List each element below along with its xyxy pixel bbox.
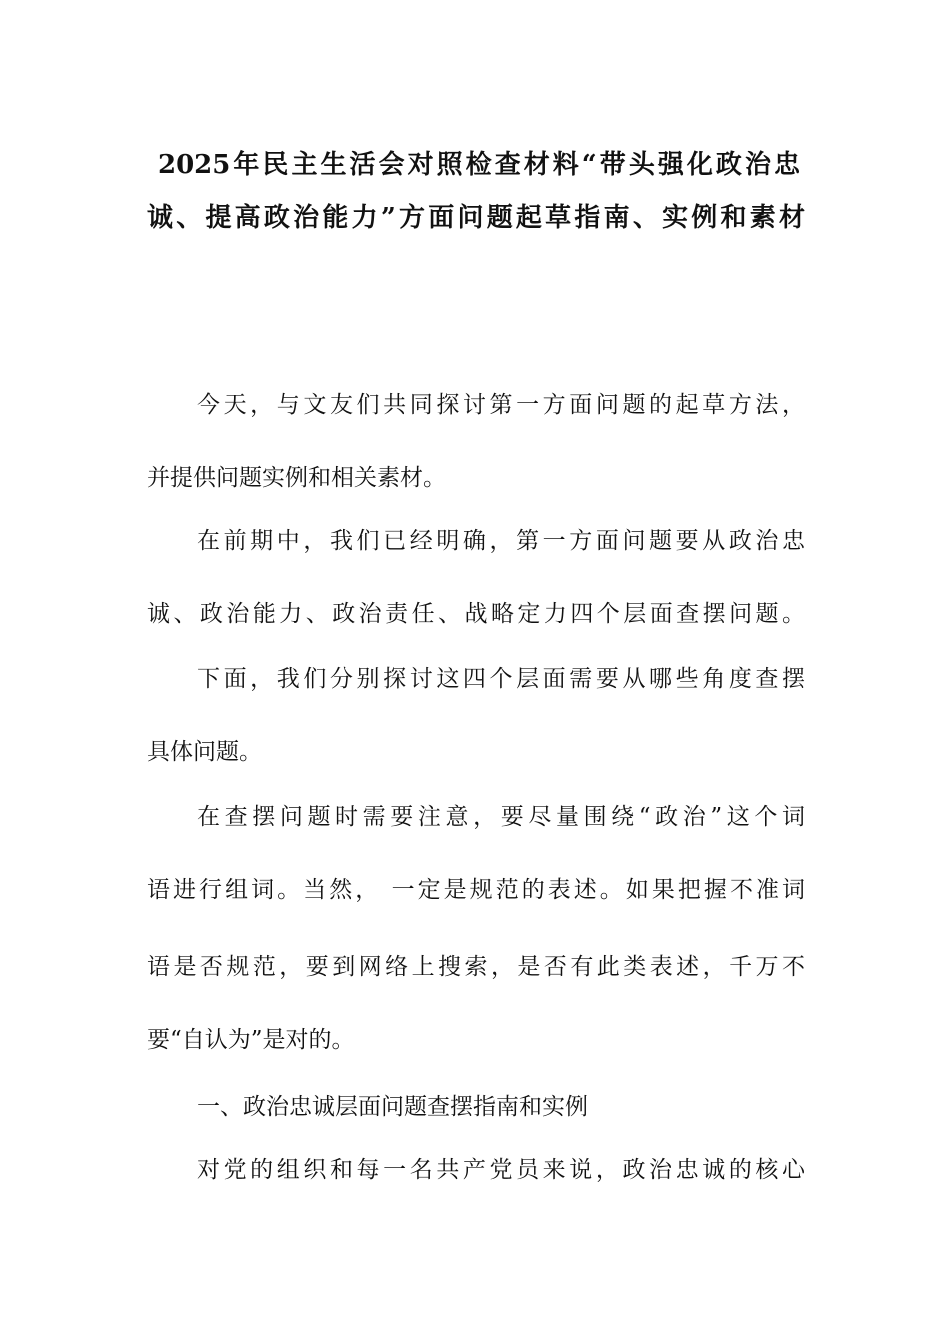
- body-line: 具体问题。: [147, 739, 262, 765]
- section-heading: 一、政治忠诚层面问题查摆指南和实例: [197, 1094, 588, 1120]
- body-line: 语是否规范，要到网络上搜索，是否有此类表述，千万不: [147, 954, 805, 980]
- body-line: 并提供问题实例和相关素材。: [147, 465, 446, 491]
- body-line: 对党的组织和每一名共产党员来说，政治忠诚的核心: [197, 1157, 805, 1183]
- body-line: 要“自认为”是对的。: [147, 1027, 355, 1053]
- body-line: 语进行组词。当然， 一定是规范的表述。如果把握不准词: [147, 877, 805, 903]
- title-line-1: 2025年民主生活会对照检查材料“带头强化政治忠: [158, 150, 800, 180]
- body-line: 今天，与文友们共同探讨第一方面问题的起草方法，: [197, 392, 805, 418]
- body-line: 下面，我们分别探讨这四个层面需要从哪些角度查摆: [197, 666, 805, 692]
- body-line: 在前期中，我们已经明确，第一方面问题要从政治忠: [197, 528, 805, 554]
- body-line: 在查摆问题时需要注意，要尽量围绕“政治”这个词: [197, 804, 805, 830]
- body-line: 诚、政治能力、政治责任、战略定力四个层面查摆问题。: [147, 601, 805, 627]
- title-line-2: 诚、提高政治能力”方面问题起草指南、实例和素材: [147, 203, 805, 233]
